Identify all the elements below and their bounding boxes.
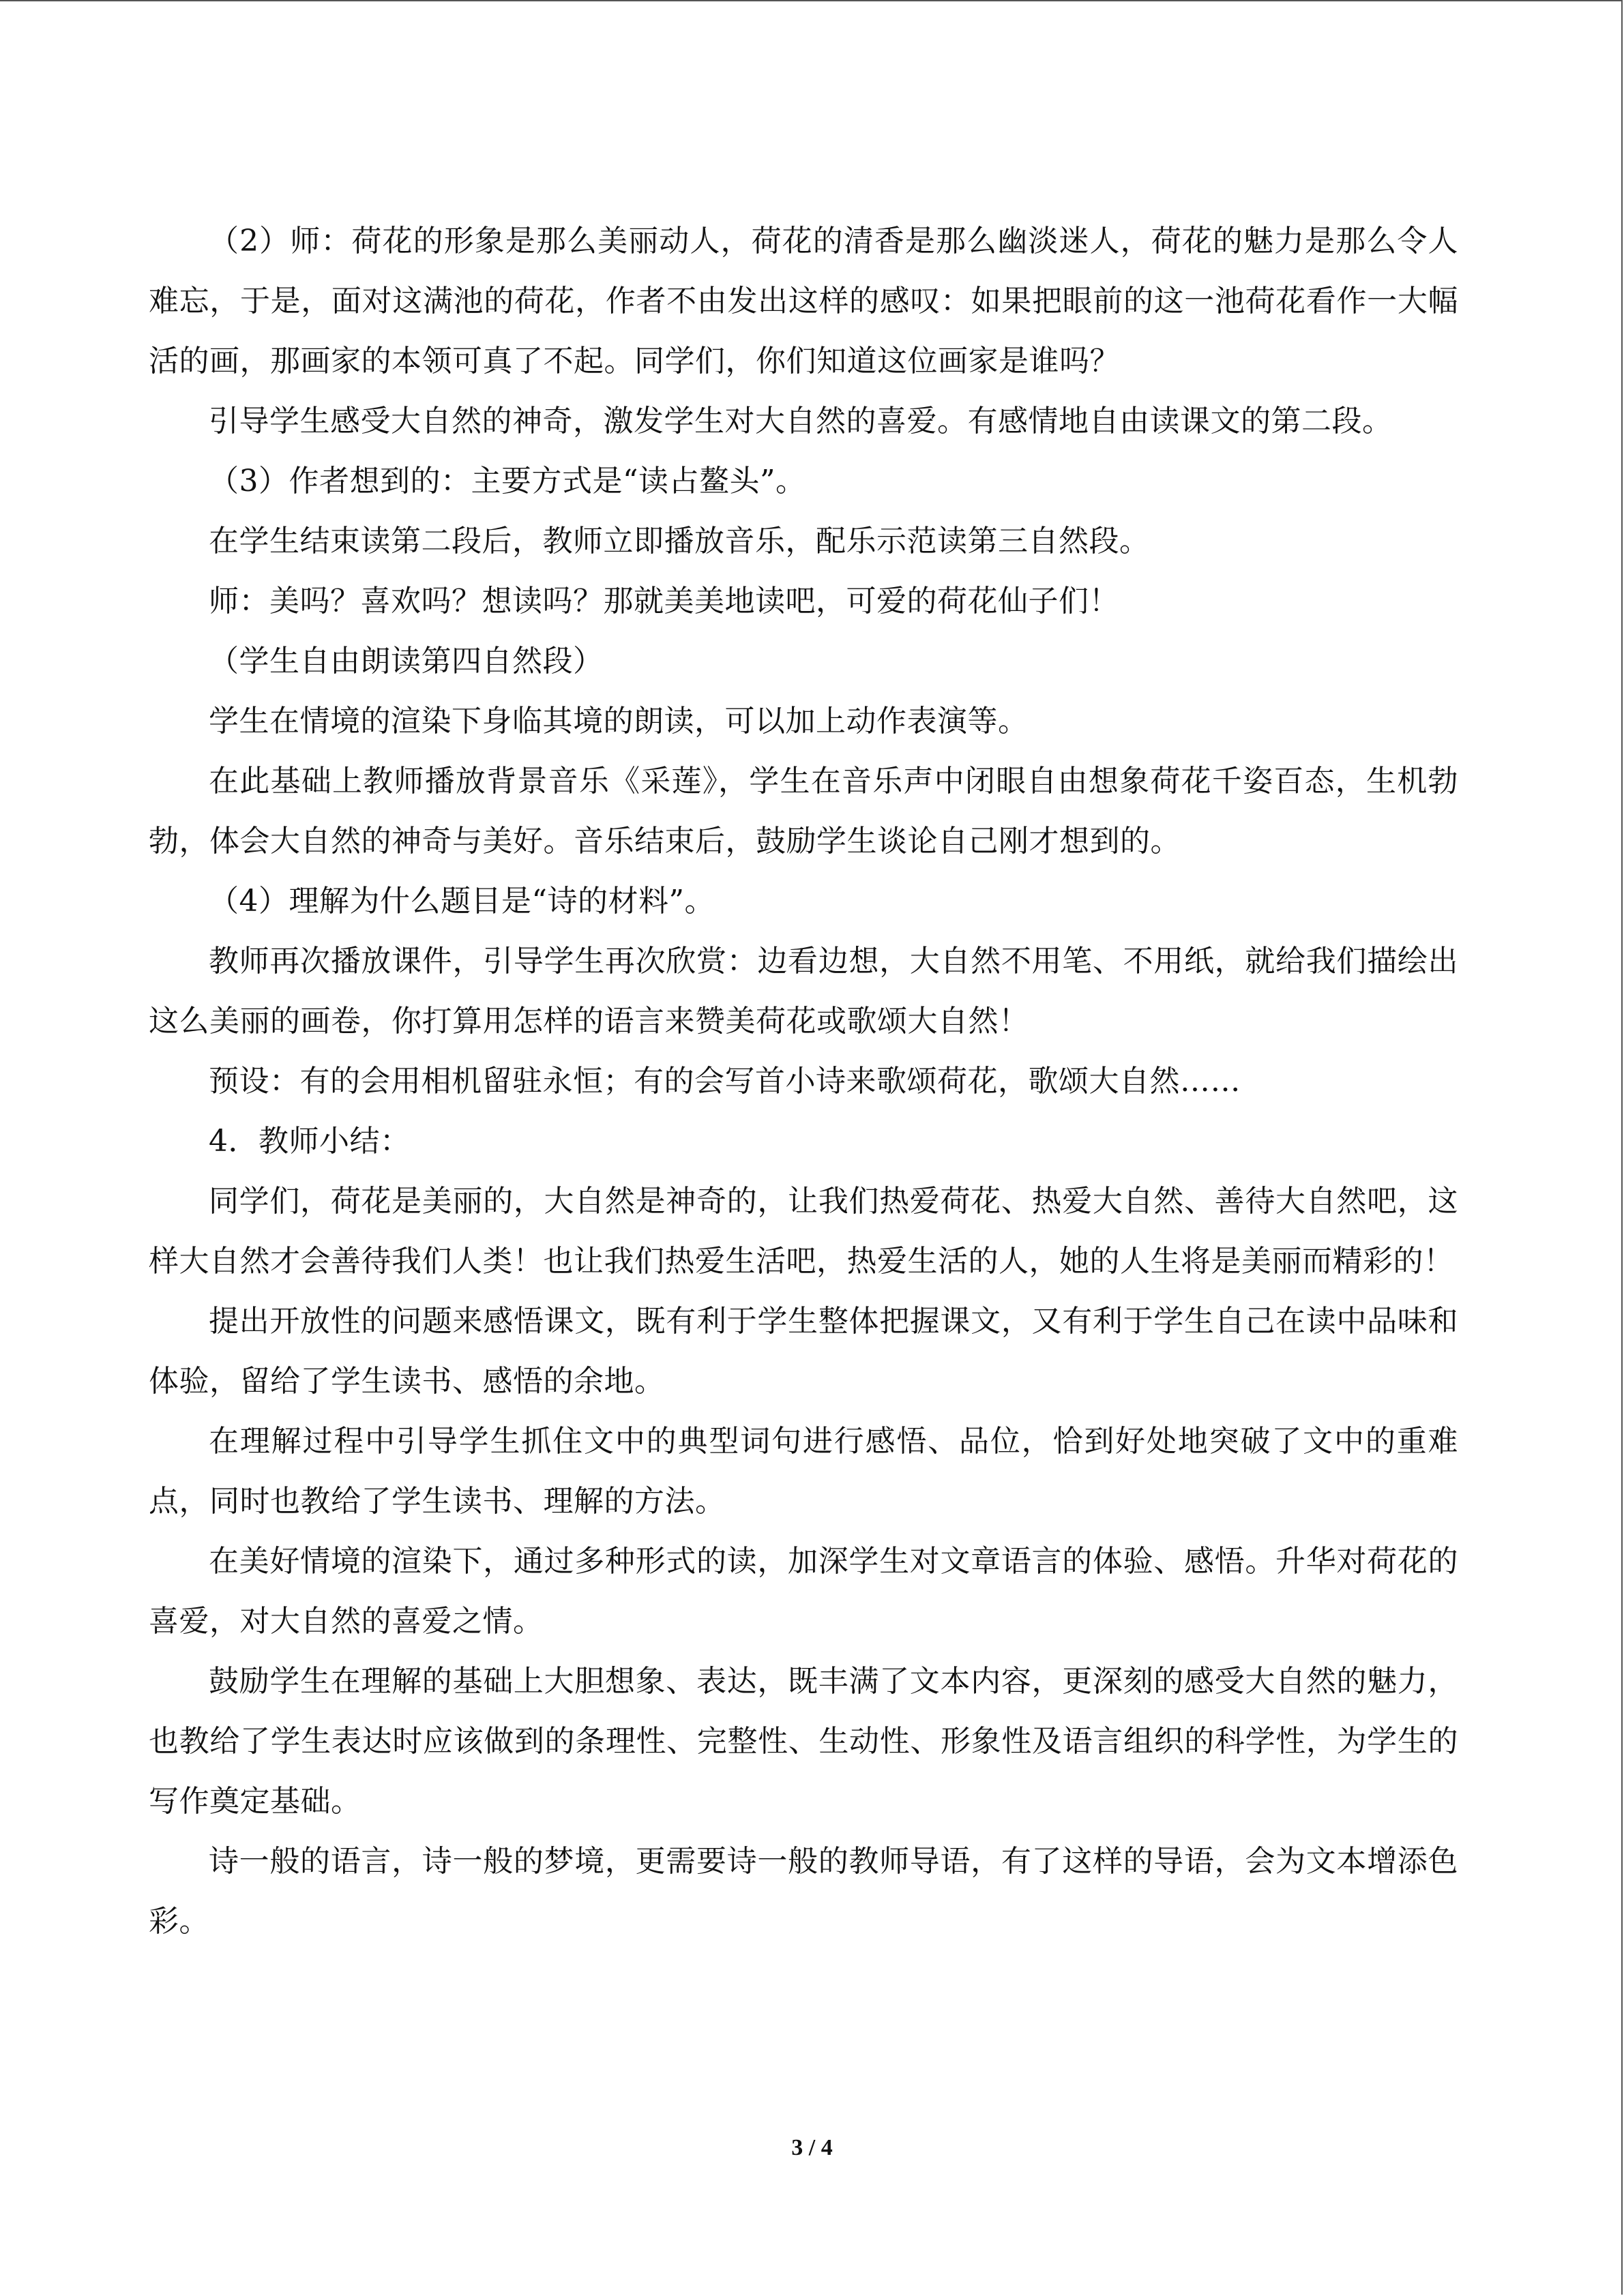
paragraph: 学生在情境的渲染下身临其境的朗读，可以加上动作表演等。 [209, 704, 1029, 739]
paragraph: 在理解过程中引导学生抓住文中的典型词句进行感悟、品位，恰到好处地突破了文中的重难点，同时也教给了学生读书、理解的方法。 [149, 1424, 1458, 1519]
paragraph: 4．教师小结： [209, 1124, 411, 1159]
paragraph: （2）师：荷花的形象是那么美丽动人，荷花的清香是那么幽淡迷人，荷花的魅力是那么令人难忘，于是，面对这满池的荷花，作者不由发出这样的感叹：如果把眼前的这一池荷花看作一大幅活的画，那画家的本领可真了不起。同学们，你们知道这位画家是谁吗？ [149, 224, 1458, 378]
paragraph: （学生自由朗读第四自然段） [209, 644, 604, 679]
paragraph: 提出开放性的问题来感悟课文，既有利于学生整体把握课文，又有利于学生自己在读中品味和体验，留给了学生读书、感悟的余地。 [149, 1304, 1458, 1399]
paragraph: （3）作者想到的：主要方式是“读占鳌头”。 [209, 464, 806, 498]
paragraph: 教师再次播放课件，引导学生再次欣赏：边看边想，大自然不用笔、不用纸，就给我们描绘出这么美丽的画卷，你打算用怎样的语言来赞美荷花或歌颂大自然！ [149, 944, 1458, 1039]
paragraph: 师：美吗？喜欢吗？想读吗？那就美美地读吧，可爱的荷花仙子们！ [209, 584, 1119, 618]
paragraph: 引导学生感受大自然的神奇，激发学生对大自然的喜爱。有感情地自由读课文的第二段。 [209, 404, 1393, 438]
page-number: 3 / 4 [791, 2135, 833, 2160]
paragraph: 预设：有的会用相机留驻永恒；有的会写首小诗来歌颂荷花，歌颂大自然…… [209, 1064, 1241, 1099]
paragraph: 同学们，荷花是美丽的，大自然是神奇的，让我们热爱荷花、热爱大自然、善待大自然吧，这样大自然才会善待我们人类！也让我们热爱生活吧，热爱生活的人，她的人生将是美丽而精彩的！ [149, 1184, 1458, 1279]
paragraph: 鼓励学生在理解的基础上大胆想象、表达，既丰满了文本内容，更深刻的感受大自然的魅力，也教给了学生表达时应该做到的条理性、完整性、生动性、形象性及语言组织的科学性，为学生的写作奠定基础。 [149, 1664, 1458, 1819]
paragraph: 在学生结束读第二段后，教师立即播放音乐，配乐示范读第三自然段。 [209, 524, 1150, 558]
paragraph: （4）理解为什么题目是“诗的材料”。 [209, 884, 715, 919]
paragraph: 诗一般的语言，诗一般的梦境，更需要诗一般的教师导语，有了这样的导语，会为文本增添色彩。 [149, 1844, 1458, 1939]
paragraph: 在美好情境的渲染下，通过多种形式的读，加深学生对文章语言的体验、感悟。升华对荷花的喜爱，对大自然的喜爱之情。 [149, 1544, 1458, 1639]
paragraph: 在此基础上教师播放背景音乐《采莲》，学生在音乐声中闭眼自由想象荷花千姿百态，生机勃勃，体会大自然的神奇与美好。音乐结束后，鼓励学生谈论自己刚才想到的。 [149, 764, 1458, 859]
document-body [149, 211, 1458, 1952]
